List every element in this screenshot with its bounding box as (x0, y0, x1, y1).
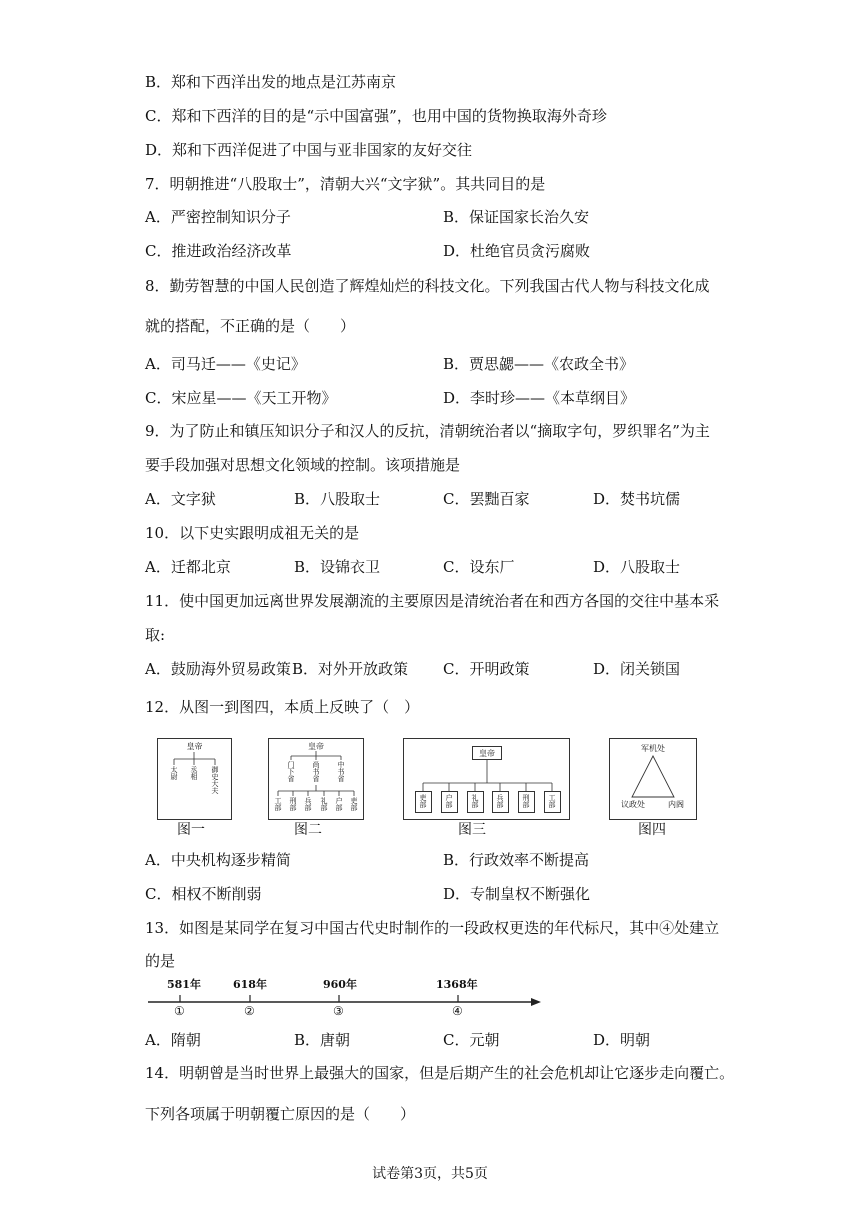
fig2-menxia: 门下省 (287, 761, 295, 782)
q7-stem: 7．明朝推进“八股取士”，清朝大兴“文字狱”。其共同目的是 (145, 175, 546, 193)
q13-option-d: D．明朝 (593, 1031, 651, 1049)
figure-4 (609, 738, 697, 820)
q10-stem: 10．以下史实跟明成祖无关的是 (145, 524, 360, 542)
fig3-box-4 (492, 791, 509, 813)
q9-option-d: D．焚书坑儒 (593, 490, 681, 508)
figure-2-caption: 图二 (294, 822, 322, 838)
q9-stem-line2: 要手段加强对思想文化领域的控制。该项措施是 (145, 456, 461, 474)
fig2-zhongshu: 中书省 (337, 761, 345, 782)
q8-option-b: B．贾思勰——《农政全书》 (443, 355, 635, 373)
q9-option-b: B．八股取士 (294, 490, 381, 508)
page-footer: 试卷第3页，共5页 (372, 1166, 488, 1182)
q10-option-a: A．迁都北京 (145, 558, 231, 576)
q7-option-b: B．保证国家长治久安 (443, 208, 590, 226)
q9-option-c: C．罢黜百家 (443, 490, 530, 508)
fig3-box-6 (544, 791, 561, 813)
fig2-libu: 礼部 (320, 797, 328, 811)
fig1-emperor: 皇帝 (186, 742, 203, 751)
q12-option-a: A．中央机构逐步精简 (145, 851, 291, 869)
q12-option-c: C．相权不断削弱 (145, 885, 262, 903)
fig2-libu-personnel: 吏部 (350, 797, 358, 811)
fig3-box-2 (441, 791, 458, 813)
q8-stem-line1: 8．勤劳智慧的中国人民创造了辉煌灿烂的科技文化。下列我国古代人物与科技文化成 (145, 277, 710, 295)
fig1-chengxiang: 丞相 (190, 766, 198, 780)
q12-option-d: D．专制皇权不断强化 (443, 885, 591, 903)
q11-option-a: A．鼓励海外贸易政策 (145, 660, 291, 678)
q7-option-d: D．杜绝官员贪污腐败 (443, 242, 591, 260)
figure-4-caption: 图四 (638, 822, 666, 838)
q8-option-a: A．司马迁——《史记》 (145, 355, 306, 373)
q13-stem-line1: 13．如图是某同学在复习中国古代史时制作的一段政权更迭的年代标尺，其中④处建立 (145, 919, 720, 937)
fig3-libu: 吏部 (419, 794, 427, 808)
figure-2 (268, 738, 364, 820)
figure-3 (403, 738, 570, 820)
timeline-year-581: 581年 (167, 978, 201, 991)
timeline-mark-1: ① (174, 1004, 185, 1018)
q9-stem-line1: 9．为了防止和镇压知识分子和汉人的反抗，清朝统治者以“摘取字句，罗织罪名”为主 (145, 422, 710, 440)
timeline-mark-4: ④ (452, 1004, 463, 1018)
q8-option-d: D．李时珍——《本草纲目》 (443, 389, 636, 407)
q6-option-b: B．郑和下西洋出发的地点是江苏南京 (145, 73, 397, 91)
fig3-libu-rites: 礼部 (471, 794, 479, 808)
fig3-hubu: 户部 (445, 794, 453, 808)
q11-stem-line2: 取: (145, 626, 166, 644)
q10-option-b: B．设锦衣卫 (294, 558, 381, 576)
fig3-box-5 (518, 791, 535, 813)
q6-option-d: D．郑和下西洋促进了中国与亚非国家的友好交往 (145, 141, 473, 159)
q12-option-b: B．行政效率不断提高 (443, 851, 590, 869)
fig3-box-3 (467, 791, 484, 813)
fig2-gongbu: 工部 (274, 797, 282, 811)
q10-option-d: D．八股取士 (593, 558, 681, 576)
q13-option-a: A．隋朝 (145, 1031, 201, 1049)
q12-stem: 12．从图一到图四，本质上反映了（ ） (145, 698, 420, 716)
fig3-bingbu: 兵部 (496, 794, 504, 808)
fig4-yizhengchu: 议政处 (621, 800, 645, 809)
figure-1 (157, 738, 232, 820)
q11-option-b: B．对外开放政策 (292, 660, 409, 678)
q9-option-a: A．文字狱 (145, 490, 216, 508)
q11-option-d: D．闭关锁国 (593, 660, 681, 678)
fig3-emperor: 皇帝 (479, 749, 495, 758)
fig3-gongbu: 工部 (548, 794, 556, 808)
fig4-neige: 内阁 (668, 800, 684, 809)
fig1-taiwei: 太尉 (170, 766, 178, 780)
q7-option-c: C．推进政治经济改革 (145, 242, 292, 260)
fig2-emperor: 皇帝 (308, 742, 324, 751)
fig2-shangshu: 尚书省 (312, 761, 320, 782)
timeline-mark-3: ③ (333, 1004, 344, 1018)
q13-option-c: C．元朝 (443, 1031, 500, 1049)
timeline-year-618: 618年 (233, 978, 267, 991)
fig2-xingbu: 刑部 (289, 797, 297, 811)
timeline-year-960: 960年 (323, 978, 357, 991)
fig4-junjichu: 军机处 (641, 744, 665, 753)
timeline-year-1368: 1368年 (436, 978, 478, 991)
figure-1-caption: 图一 (177, 822, 205, 838)
timeline (145, 978, 545, 1018)
fig3-box-1 (415, 791, 432, 813)
q11-option-c: C．开明政策 (443, 660, 530, 678)
fig2-bingbu: 兵部 (304, 797, 312, 811)
figure-3-caption: 图三 (458, 822, 486, 838)
fig2-hubu: 户部 (335, 797, 343, 811)
q7-option-a: A．严密控制知识分子 (145, 208, 291, 226)
timeline-mark-2: ② (244, 1004, 255, 1018)
q14-stem-line1: 14．明朝曾是当时世界上最强大的国家，但是后期产生的社会危机却让它逐步走向覆亡。 (145, 1064, 735, 1082)
q13-stem-line2: 的是 (145, 952, 176, 970)
q13-option-b: B．唐朝 (294, 1031, 351, 1049)
q10-option-c: C．设东厂 (443, 558, 515, 576)
q14-stem-line2: 下列各项属于明朝覆亡原因的是（ ） (145, 1105, 416, 1123)
fig3-xingbu: 刑部 (522, 794, 530, 808)
q6-option-c: C．郑和下西洋的目的是“示中国富强”，也用中国的货物换取海外奇珍 (145, 107, 607, 125)
q11-stem-line1: 11．使中国更加远离世界发展潮流的主要原因是清统治者在和西方各国的交往中基本采 (145, 592, 720, 610)
fig1-yushidafu: 御史大夫 (211, 766, 219, 794)
q8-option-c: C．宋应星——《天工开物》 (145, 389, 337, 407)
q8-stem-line2: 就的搭配，不正确的是（ ） (145, 317, 356, 335)
